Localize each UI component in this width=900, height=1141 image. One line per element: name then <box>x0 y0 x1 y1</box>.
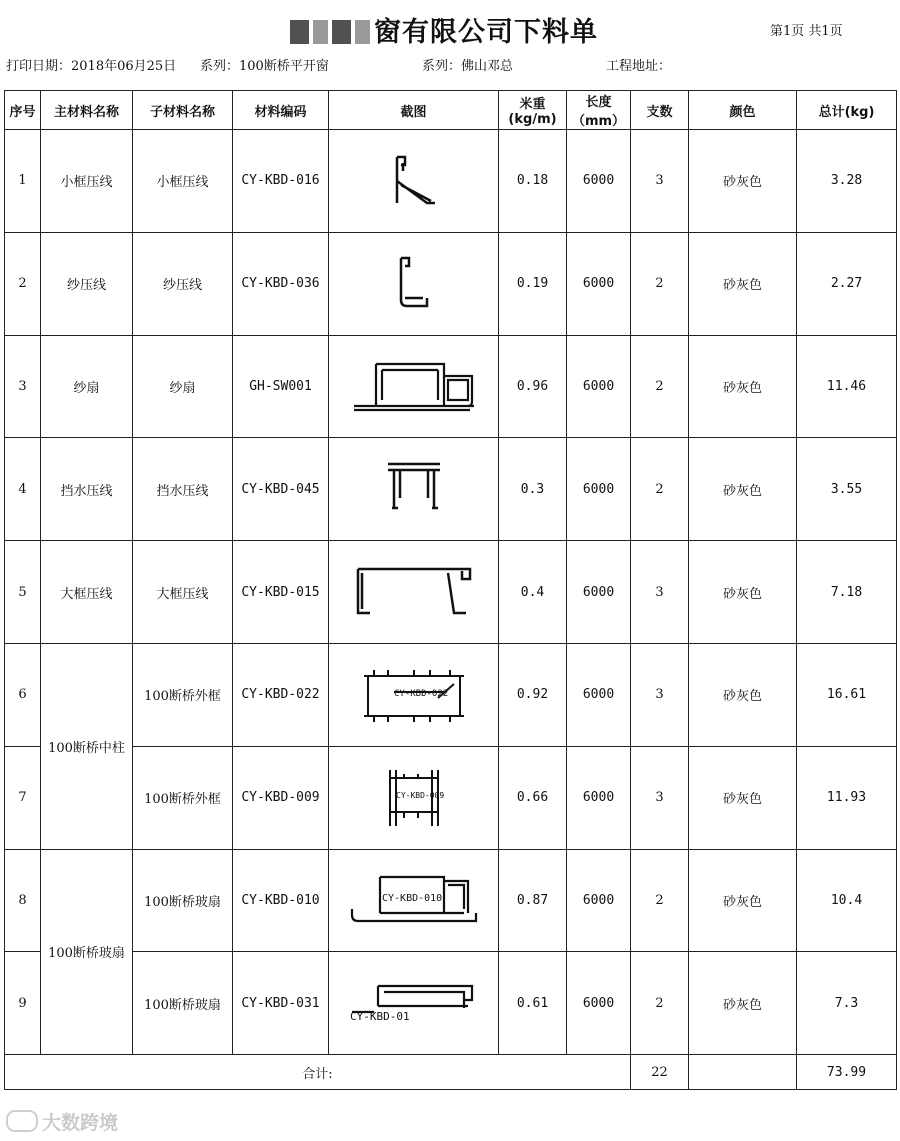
cell-count: 2 <box>631 232 689 335</box>
series-2: 系列：佛山邓总 <box>422 59 514 74</box>
document-title <box>290 10 598 49</box>
cell-weight: 0.96 <box>499 335 567 438</box>
cell-code: CY-KBD-010 <box>233 849 329 952</box>
profile-section-drawing <box>379 254 449 314</box>
header-row <box>5 91 897 130</box>
print-date: 打印日期：2018年06月25日 <box>6 59 177 74</box>
watermark-logo-icon <box>6 1110 38 1132</box>
cell-section-image <box>329 335 499 438</box>
cell-code: CY-KBD-016 <box>233 130 329 233</box>
page-info: 第1页 共1页 <box>770 24 843 39</box>
header-total: 总计(kg) <box>797 91 897 130</box>
cell-count: 3 <box>631 643 689 746</box>
cell-total: 10.4 <box>797 849 897 952</box>
cell-section-image <box>329 643 499 746</box>
cell-main-name: 大框压线 <box>41 541 133 644</box>
cell-weight: 0.87 <box>499 849 567 952</box>
cell-no: 8 <box>5 849 41 952</box>
cell-main-name: 100断桥中柱 <box>41 643 133 849</box>
cell-color: 砂灰色 <box>689 746 797 849</box>
table-row <box>5 643 897 746</box>
cell-no: 1 <box>5 130 41 233</box>
profile-label: CY-KBD-01 <box>349 1010 410 1024</box>
profile-section-drawing <box>344 978 484 1028</box>
profile-section-drawing <box>374 458 454 520</box>
watermark-text: 大数跨境 <box>42 1112 119 1134</box>
cell-weight: 0.61 <box>499 952 567 1055</box>
cell-weight: 0.19 <box>499 232 567 335</box>
series-1: 系列：100断桥平开窗 <box>200 59 329 74</box>
cell-length: 6000 <box>567 746 631 849</box>
cell-no: 3 <box>5 335 41 438</box>
cell-length: 6000 <box>567 232 631 335</box>
title-text: 窗有限公司下料单 <box>374 17 598 48</box>
cell-total: 11.46 <box>797 335 897 438</box>
cell-main-name: 挡水压线 <box>41 438 133 541</box>
total-label: 合计: <box>5 1055 631 1090</box>
profile-section-drawing <box>379 151 449 211</box>
cell-no: 2 <box>5 232 41 335</box>
redacted-block <box>290 20 309 44</box>
header-count: 支数 <box>631 91 689 130</box>
cell-section-image <box>329 952 499 1055</box>
header-weight: 米重(kg/m) <box>499 91 567 130</box>
total-count: 22 <box>631 1055 689 1090</box>
cell-color: 砂灰色 <box>689 643 797 746</box>
cell-count: 3 <box>631 541 689 644</box>
cell-color: 砂灰色 <box>689 541 797 644</box>
total-empty-cell <box>689 1055 797 1090</box>
cell-length: 6000 <box>567 952 631 1055</box>
cell-color: 砂灰色 <box>689 232 797 335</box>
cell-code: CY-KBD-009 <box>233 746 329 849</box>
cell-total: 7.18 <box>797 541 897 644</box>
header-section: 截图 <box>329 91 499 130</box>
cell-code: CY-KBD-015 <box>233 541 329 644</box>
cell-color: 砂灰色 <box>689 130 797 233</box>
cell-sub-name: 大框压线 <box>133 541 233 644</box>
cell-total: 3.55 <box>797 438 897 541</box>
cell-sub-name: 100断桥外框 <box>133 643 233 746</box>
cell-code: GH-SW001 <box>233 335 329 438</box>
header-code: 材料编码 <box>233 91 329 130</box>
cell-color: 砂灰色 <box>689 438 797 541</box>
cell-weight: 0.18 <box>499 130 567 233</box>
table-row <box>5 130 897 233</box>
profile-section-drawing <box>344 561 484 623</box>
total-weight: 73.99 <box>797 1055 897 1090</box>
cell-count: 3 <box>631 130 689 233</box>
watermark <box>6 1108 118 1135</box>
total-row <box>5 1055 897 1090</box>
table-row <box>5 438 897 541</box>
cell-count: 2 <box>631 438 689 541</box>
cutting-list-table <box>4 90 897 1090</box>
cell-no: 4 <box>5 438 41 541</box>
cell-sub-name: 小框压线 <box>133 130 233 233</box>
redacted-block <box>332 20 351 44</box>
cell-count: 2 <box>631 952 689 1055</box>
redacted-block <box>355 20 370 44</box>
cell-total: 16.61 <box>797 643 897 746</box>
cell-main-name: 小框压线 <box>41 130 133 233</box>
cell-length: 6000 <box>567 541 631 644</box>
cell-length: 6000 <box>567 335 631 438</box>
profile-section-drawing <box>344 356 484 416</box>
cell-code: CY-KBD-022 <box>233 643 329 746</box>
cell-main-name: 纱压线 <box>41 232 133 335</box>
cell-color: 砂灰色 <box>689 849 797 952</box>
cell-no: 9 <box>5 952 41 1055</box>
cell-length: 6000 <box>567 438 631 541</box>
table-row <box>5 541 897 644</box>
profile-section-drawing <box>344 867 484 933</box>
header-sub-name: 子材料名称 <box>133 91 233 130</box>
cell-total: 7.3 <box>797 952 897 1055</box>
header-main-name: 主材料名称 <box>41 91 133 130</box>
header-length: 长度（mm） <box>567 91 631 130</box>
profile-section-drawing <box>354 662 474 728</box>
header-no: 序号 <box>5 91 41 130</box>
cell-sub-name: 100断桥玻扇 <box>133 952 233 1055</box>
table-row <box>5 746 897 849</box>
cell-code: CY-KBD-031 <box>233 952 329 1055</box>
table-row <box>5 849 897 952</box>
cell-section-image <box>329 438 499 541</box>
cell-sub-name: 挡水压线 <box>133 438 233 541</box>
profile-section-drawing <box>374 764 454 832</box>
cell-code: CY-KBD-036 <box>233 232 329 335</box>
cell-sub-name: 纱压线 <box>133 232 233 335</box>
table-row <box>5 232 897 335</box>
cell-section-image <box>329 746 499 849</box>
cell-length: 6000 <box>567 130 631 233</box>
cell-section-image <box>329 130 499 233</box>
cell-count: 2 <box>631 335 689 438</box>
cell-weight: 0.3 <box>499 438 567 541</box>
profile-label: CY-KBD-009 <box>395 790 444 800</box>
cell-section-image <box>329 849 499 952</box>
cell-sub-name: 100断桥玻扇 <box>133 849 233 952</box>
cell-no: 5 <box>5 541 41 644</box>
cell-count: 3 <box>631 746 689 849</box>
cell-total: 11.93 <box>797 746 897 849</box>
cell-total: 3.28 <box>797 130 897 233</box>
profile-label: CY-KBD-010 <box>381 893 442 905</box>
cell-weight: 0.66 <box>499 746 567 849</box>
cell-no: 6 <box>5 643 41 746</box>
cell-main-name: 100断桥玻扇 <box>41 849 133 1055</box>
cell-length: 6000 <box>567 849 631 952</box>
cell-section-image <box>329 232 499 335</box>
cell-no: 7 <box>5 746 41 849</box>
profile-label: CY-KBD-022 <box>393 688 448 699</box>
redacted-block <box>313 20 328 44</box>
header-color: 颜色 <box>689 91 797 130</box>
cell-weight: 0.92 <box>499 643 567 746</box>
cell-count: 2 <box>631 849 689 952</box>
table-row <box>5 335 897 438</box>
cell-color: 砂灰色 <box>689 335 797 438</box>
cell-sub-name: 100断桥外框 <box>133 746 233 849</box>
cell-total: 2.27 <box>797 232 897 335</box>
table-row <box>5 952 897 1055</box>
cell-color: 砂灰色 <box>689 952 797 1055</box>
project-address: 工程地址： <box>606 59 672 74</box>
cell-length: 6000 <box>567 643 631 746</box>
cell-section-image <box>329 541 499 644</box>
cell-main-name: 纱扇 <box>41 335 133 438</box>
cell-code: CY-KBD-045 <box>233 438 329 541</box>
cell-weight: 0.4 <box>499 541 567 644</box>
cell-sub-name: 纱扇 <box>133 335 233 438</box>
